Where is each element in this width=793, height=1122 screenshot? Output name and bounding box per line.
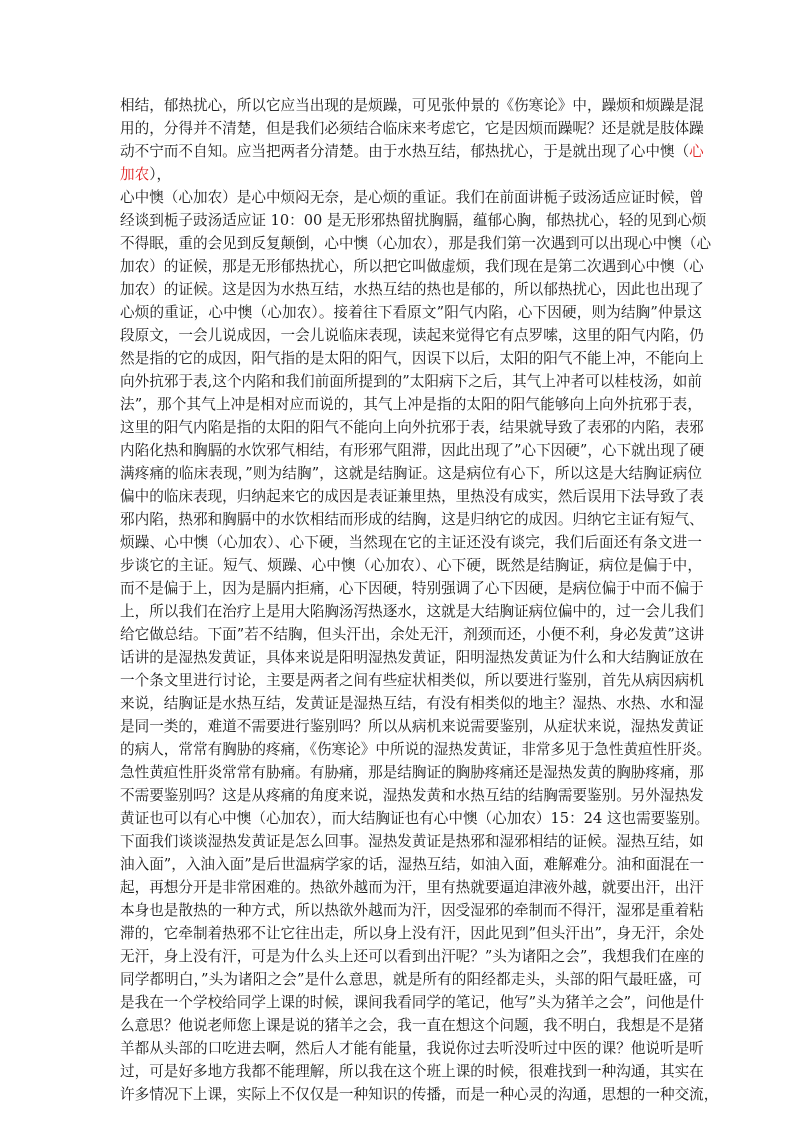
text-line-37: 滞的，它牵制着热邪不让它往出走，所以身上没有汗，因此见到”但头汗出”，身无汗，余处	[120, 925, 705, 942]
text-line-36: 本身也是散热的一种方式，所以热欲外越而为汗，因受湿邪的牵制而不得汗，湿邪是重着粘	[120, 902, 704, 919]
text-line-3	[120, 140, 702, 163]
text-line-39: 同学都明白，”头为诸阳之会”是什么意思，就是所有的阳经都走头，头部的阳气最旺盛，可	[120, 971, 702, 988]
text-line-29: 的病人，常常有胸胁的疼痛，《伤寒论》中所说的湿热发黄证，非常多见于急性黄疸性肝炎。	[120, 741, 712, 758]
text-line-8: 加农）的证候，那是无形郁热扰心，所以把它叫做虚烦，我们现在是第二次遇到心中懊（心	[120, 258, 704, 275]
text-line-14: 法”，那个其气上冲是相对应而说的，其气上冲是指的太阳的阳气能够向上向外抗邪于表，	[120, 396, 702, 413]
text-line-25: 话讲的是湿热发黄证，具体来说是阳明湿热发黄证，阳明湿热发黄证为什么和大结胸证放在	[120, 649, 704, 666]
text-line-7: 不得眠，重的会见到反复颠倒，心中懊（心加农），那是我们第一次遇到可以出现心中懊（心	[120, 235, 712, 252]
text-line-43: 过，可是好多地方我都不能理解，所以我在这个班上课的时候，很难找到一种沟通，其实在	[120, 1063, 704, 1080]
text-line-17: 满疼痛的临床表现，”则为结胸”，这就是结胸证。这是病位有心下，所以这是大结胸证病位	[120, 465, 702, 482]
text-line-1: 相结，郁热扰心，所以它应当出现的是烦躁，可见张仲景的《伤寒论》中，躁烦和烦躁是混	[120, 97, 704, 114]
text-line-6: 经谈到栀子豉汤适应证 10：00 是无形邪热留扰胸膈，蕴郁心胸，郁热扰心，轻的见到心烦	[120, 212, 707, 229]
highlighted-term: 心	[689, 143, 704, 160]
text-line-11: 段原文，一会儿说成因，一会儿说临床表现，读起来觉得它有点罗嗦，这里的阳气内陷，仍	[120, 327, 704, 344]
text-line-24: 给它做总结。下面”若不结胸，但头汗出，余处无汗，剂颈而还，小便不利，身必发黄”这讲	[120, 626, 705, 643]
text-line-44: 许多情况下上课，实际上不仅仅是一种知识的传播，而是一种心灵的沟通，思想的一种交流，	[120, 1086, 719, 1103]
text-line-21: 步谈它的主证。短气、烦躁、心中懊（心加农）、心下硬，既然是结胸证，病位是偏于中，	[120, 557, 702, 574]
text-line-4	[120, 163, 702, 186]
text-line-13: 向外抗邪于表,这个内陷和我们前面所提到的”太阳病下之后，其气上冲者可以桂枝汤，如前	[120, 373, 702, 390]
text-line-28: 是同一类的，难道不需要进行鉴别吗？所以从病机来说需要鉴别，从症状来说，湿热发黄证	[120, 718, 704, 735]
document-page	[120, 94, 719, 1106]
text-line-31: 不需要鉴别吗？这是从疼痛的角度来说，湿热发黄和水热互结的结胸需要鉴别。另外湿热发	[120, 787, 704, 804]
text-line-42: 羊都从头部的口吃进去啊，然后人才能有能量，我说你过去听没听过中医的课？他说听是听	[120, 1040, 704, 1057]
text-line-2: 用的，分得并不清楚，但是我们必须结合临床来考虑它，它是因烦而躁呢？还是就是肢体躁	[120, 120, 704, 137]
text-line-5: 心中懊（心加农）是心中烦闷无奈，是心烦的重证。我们在前面讲栀子豉汤适应证时候，曾	[120, 189, 704, 206]
text-line-12: 然是指的它的成因，阳气指的是太阳的阳气，因误下以后，太阳的阳气不能上冲，不能向上	[120, 350, 704, 367]
text-line-38: 无汗，身上没有汗，可是为什么头上还可以看到出汗呢？”头为诸阳之会”，我想我们在座的	[120, 948, 705, 965]
text-line-18: 偏中的临床表现，归纳起来它的成因是表证兼里热，里热没有成实，然后误用下法导致了表	[120, 488, 704, 505]
text-line-23: 上，所以我们在治疗上是用大陷胸汤泻热逐水，这就是大结胸证病位偏中的，过一会儿我们	[120, 603, 704, 620]
text-line-20: 烦躁、心中懊（心加农）、心下硬，当然现在它的主证还没有谈完，我们后面还有条文进一	[120, 534, 702, 551]
text-line-30: 急性黄疸性肝炎常常有胁痛。有胁痛，那是结胸证的胸胁疼痛还是湿热发黄的胸胁疼痛，那	[120, 764, 704, 781]
text-line-16: 内陷化热和胸膈的水饮邪气相结，有形邪气阻滞，因此出现了”心下因硬”，心下就出现了硬	[120, 442, 705, 459]
highlighted-term-continued: 加农	[120, 166, 150, 183]
text-line-9: 加农）的证候。这是因为水热互结，水热互结的热也是郁的，所以郁热扰心，因此也出现了	[120, 281, 704, 298]
text-line-41: 么意思？他说老师您上课是说的猪羊之会，我一直在想这个问题，我不明白，我想是不是猪	[120, 1017, 704, 1034]
text-line-35: 起，再想分开是非常困难的。热欲外越而为汗，里有热就要逼迫津液外越，就要出汗，出汗	[120, 879, 704, 896]
text-line-10: 心烦的重证，心中懊（心加农）。接着往下看原文”阳气内陷，心下因硬，则为结胸”仲景这	[120, 304, 702, 321]
text-line-4-tail: ），	[149, 166, 172, 183]
text-line-22: 而不是偏于上，因为是膈内拒痛，心下因硬，特别强调了心下因硬，是病位偏于中而不偏于	[120, 580, 704, 597]
text-line-27: 来说，结胸证是水热互结，发黄证是湿热互结，有没有相类似的地主？湿热、水热、水和湿	[120, 695, 704, 712]
text-line-34: 油入面”，入油入面”是后世温病学家的话，湿热互结，如油入面，难解难分。油和面混在一	[120, 856, 705, 873]
text-line-32: 黄证也可以有心中懊（心加农），而大结胸证也有心中懊（心加农）15：24 这也需要鉴别。	[120, 810, 710, 827]
text-line-15: 这里的阳气内陷是指的太阳的阳气不能向上向外抗邪于表，结果就导致了表邪的内陷，表邪	[120, 419, 704, 436]
text-line-19: 邪内陷，热邪和胸膈中的水饮相结而形成的结胸，这是归纳它的成因。归纳它主证有短气、	[120, 511, 704, 528]
text-line-33: 下面我们谈谈湿热发黄证是怎么回事。湿热发黄证是热邪和湿邪相结的证候。湿热互结，如	[120, 833, 704, 850]
text-line-40: 是我在一个学校给同学上课的时候，课间我看同学的笔记，他写”头为猪羊之会”，问他是什	[120, 994, 705, 1011]
text-line-3-body: 动不宁而不自知。应当把两者分清楚。由于水热互结，郁热扰心，于是就出现了心中懊（	[120, 143, 690, 160]
text-line-26: 一个条文里进行讨论，主要是两者之间有些症状相类似，所以要进行鉴别，首先从病因病机	[120, 672, 704, 689]
